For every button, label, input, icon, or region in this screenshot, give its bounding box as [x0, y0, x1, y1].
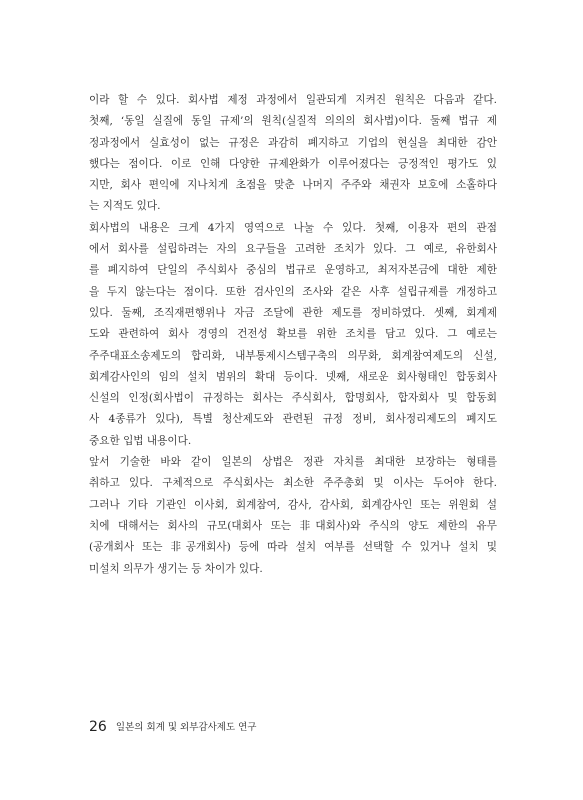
page-footer: [89, 716, 256, 735]
text-line: 중요한 입법 내용이다.: [89, 434, 192, 447]
text-line: 그러나 기타 기관인 이사회, 회계참여, 감사, 감사회, 회계감사인 또는 위원회 설: [89, 498, 497, 511]
text-line: 정과정에서 실효성이 없는 규정은 과감히 폐지하고 기업의 현실을 최대한 감안: [89, 136, 497, 149]
text-line: 사 4종류가 있다), 특별 청산제도와 관련된 규정 정비, 회사정리제도의 폐지도: [89, 413, 497, 426]
text-line: 앞서 기술한 바와 같이 일본의 상법은 정관 자치를 최대한 보장하는 형태를: [89, 456, 497, 469]
text-line: 취하고 있다. 구체적으로 주식회사는 최소한 주주총회 및 이사는 두어야 한다.: [89, 477, 497, 490]
body-text: [89, 90, 497, 580]
text-line: 를 폐지하여 단일의 주식회사 중심의 법규로 운영하고, 최저자본금에 대한 제한: [89, 264, 497, 277]
text-line: 이라 할 수 있다. 회사법 제정 과정에서 일관되게 지켜진 원칙은 다음과 같다.: [89, 94, 497, 106]
text-line: 지만, 회사 편익에 지나치게 초점을 맞춘 나머지 주주와 채권자 보호에 소홀하다: [89, 179, 497, 192]
text-line: 치에 대해서는 회사의 규모(대회사 또는 非대회사)와 주식의 양도 제한의 유무: [89, 519, 497, 532]
text-line: 했다는 점이다. 이로 인해 다양한 규제완화가 이루어졌다는 긍정적인 평가도 있: [89, 157, 497, 170]
text-line: 첫째, ‘동일 실질에 동일 규제’의 원칙(실질적 의의의 회사법)이다. 둘째 법규 제: [89, 115, 497, 128]
text-line: 에서 회사를 설립하려는 자의 요구들을 고려한 조치가 있다. 그 예로, 유한회사: [89, 243, 497, 256]
text-line: 신설의 인정(회사법이 규정하는 회사는 주식회사, 합명회사, 합자회사 및 합동회: [89, 392, 497, 405]
text-line: 주주대표소송제도의 합리화, 내부통제시스템구축의 의무화, 회계참여제도의 신설,: [89, 349, 497, 362]
book-title: 일본의 회계 및 외부감사제도 연구: [115, 722, 257, 733]
text-line: (공개회사 또는 非공개회사) 등에 따라 설치 여부를 선택할 수 있거나 설치 및: [89, 541, 497, 554]
text-line: 있다. 둘째, 조직재편행위나 자금 조달에 관한 제도를 정비하였다. 셋째, 회계제: [89, 306, 497, 319]
text-line: 는 지적도 있다.: [89, 200, 161, 213]
text-line: 회사법의 내용은 크게 4가지 영역으로 나눌 수 있다. 첫째, 이용자 편의 관점: [89, 221, 497, 234]
text-line: 미설치 의무가 생기는 등 차이가 있다.: [89, 562, 263, 575]
text-line: 회계감사인의 임의 설치 범위의 확대 등이다. 넷째, 새로운 회사형태인 합동회사: [89, 370, 497, 383]
text-line: 도와 관련하여 회사 경영의 건전성 확보를 위한 조치를 담고 있다. 그 예로는: [89, 328, 497, 341]
page-number: 26: [89, 719, 107, 735]
text-line: 을 두지 않는다는 점이다. 또한 검사인의 조사와 같은 사후 설립규제를 개정하고: [89, 285, 497, 298]
